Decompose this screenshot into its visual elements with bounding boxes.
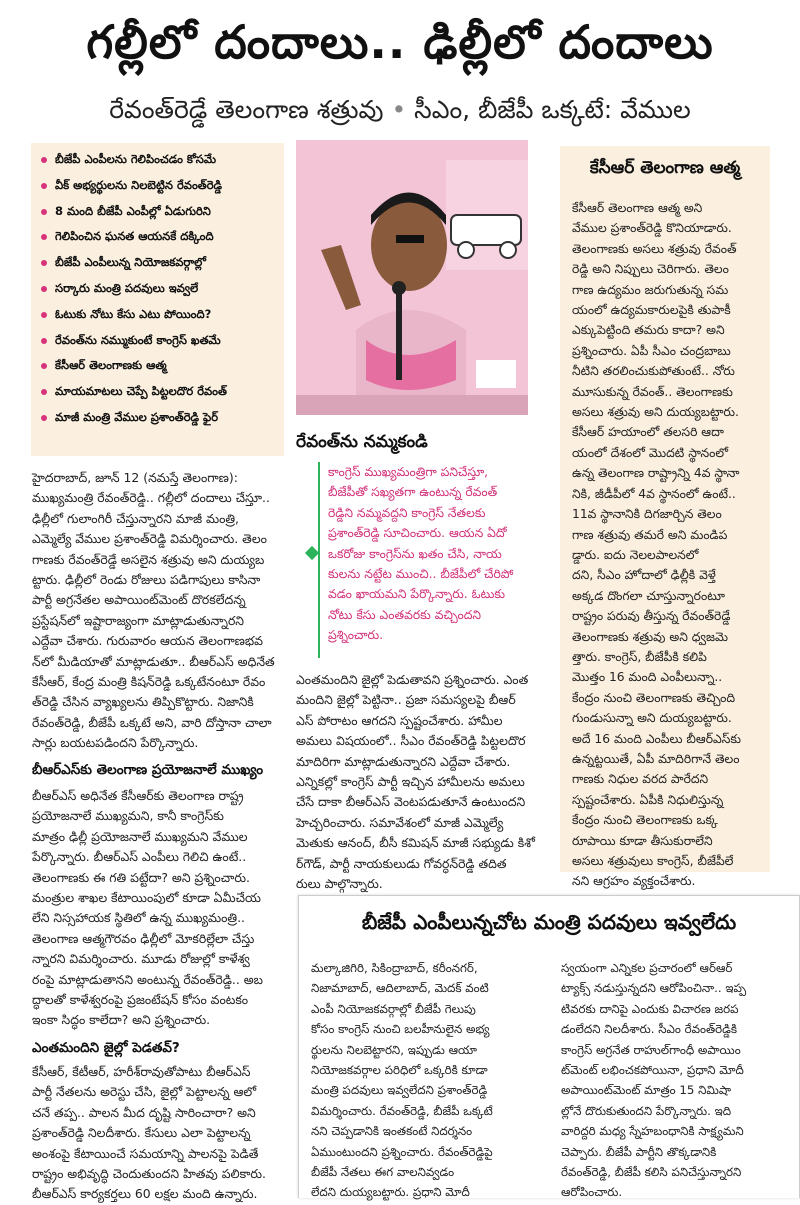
article-paragraph-middle: ఎంతమందిని జైల్లో పెడుతావని ప్రశ్నించారు. ఎంత మందిని జైల్లో పెట్టినా.. ప్రజా సమస్యలపై బీఆర్ ఎస్ పోరాటం ఆగదని స్పష్టంచేశారు. హామీల అమలు విషయంలో.. సీఎం రేవంత్‌రెడ్డి పిట్టలదొర మాదిరిగా మాట్లాడుతున్నారని ఎద్దేవా చేశారు. ఎన్నికల్లో కాంగ్రెస్ పార్టీ ఇచ్చిన హామీలను అమలు చేసే దాకా బీఆర్‌ఎస్ వెంటపడుతూనే ఉంటుందని హెచ్చరించారు. సమావేశంలో మాజీ ఎమ్మెల్యే మెతుకు ఆనంద్, బీసీ కమిషన్ మాజీ సభ్యుడు కిశో ర్‌గౌడ్, పార్టీ నాయకులుడు గోవర్ధన్‌రెడ్డి తదిత రులు పాల్గొన్నారు.: [296, 672, 535, 892]
headline: గల్లీలో దందాలు.. ఢిల్లీలో దందాలు: [86, 15, 714, 69]
highlight-item: ఓటుకు నోటు కేసు ఎటు పోయింది?: [39, 302, 280, 328]
bottom-story-title: బీజేపీ ఎంపీలున్నచోట మంత్రి పదవులు ఇవ్వలేదు: [361, 910, 737, 934]
bottom-story-col2: స్వయంగా ఎన్నికల ప్రచారంలో ఆర్‌ఆర్ ట్యాక్స్ నడుస్తున్నదని ఆరోపించినా.. ఇప్ప టివరకు దానిపై ఎందుకు విచారణ జరప డంలేదని నిలదీశారు. సీఎం రేవంత్‌రెడ్డికి కాంగ్రెస్ అగ్రనేత రాహుల్‌గాంధీ అపాయిం ట్‌మెంట్ లభించకపోయినా, ప్రధాని మోదీ అపాయింట్‌మెంట్ మాత్రం 15 నిమిషా ల్లోనే దొరుకుతుందని పేర్కొన్నారు. ఇది వారిద్దరి మధ్య స్నేహబంధానికి సాక్ష్యమని చెప్పారు. బీజేపీ పార్టీని తొక్కడానికి రేవంత్‌రెడ్డి, బీజేపీ కలిసి పనిచేస్తున్నారని ఆరోపించారు.: [561, 961, 747, 1200]
article-paragraph: బీఆర్‌ఎస్ అధినేత కేసీఆర్‌కు తెలంగాణ రాష్ట్ర ప్రయోజనాలే ముఖ్యమని, కానీ కాంగ్రెస్‌కు మాత్రం ఢిల్లీ ప్రయోజనాలే ముఖ్యమని వేముల పేర్కొన్నారు. బీఆర్‌ఎస్ ఎంపీలు గెలిచి ఉంటే.. తెలంగాణకు ఈ గతి పట్టేదా? అని ప్రశ్నించారు. మంత్రుల శాఖల కేటాయింపులో కూడా ఏమీచేయ లేని నిస్సహాయక స్థితిలో ఉన్న ముఖ్యమంత్రి.. తెలంగాణ ఆత్మగౌరవం ఢిల్లీలో మోకరిల్లేలా చేస్తు న్నారని విమర్శించారు. మూడు రోజుల్లో కాళేశ్వ రంపై మాట్లాడుతానని అంటున్న రేవంత్‌రెడ్డి.. అబ ద్ధాలతో కాళేశ్వరంపై ప్రజంటేషన్ కోసం వంటకం ఇంకా సిద్ధం కాలేదా? అని ప్రశ్నించారు.: [32, 788, 263, 1028]
highlight-item: బీజేపీ ఎంపీలను గెలిపించడం కోసమే: [39, 147, 280, 173]
kcr-sidebar-box: [560, 146, 770, 889]
diamond-icon: [305, 546, 319, 560]
kcr-box-title: కేసీఆర్ తెలంగాణ ఆత్మ: [589, 158, 741, 178]
pull-quote-text: కాంగ్రెస్ ముఖ్యమంత్రిగా పనిచేస్తూ, బీజేపీతో సఖ్యతగా ఉంటున్న రేవంత్‌ రెడ్డిని నమ్మవద్దని కాంగ్రెస్ నేతలకు ప్రశాంత్‌రెడ్డి సూచించారు. ఆయన ఏదో ఒకరోజు కాంగ్రెస్‌ను ఖతం చేసి, నాయ కులను నట్టేట ముంచి.. బీజేపీలో చేరిపో వడం ఖాయమని పేర్కొన్నారు. ఓటుకు నోటు కేసు ఎంతవరకు వచ్చిందని ప్రశ్నించారు.: [328, 465, 514, 643]
subheadline-left: రేవంత్‌రెడ్డే తెలంగాణ శత్రువు: [109, 95, 384, 124]
speaker-photo-illustration: [296, 140, 528, 415]
subheadline-right: సీఎం, బీజేపీ ఒక్కటే: వేముల: [414, 95, 691, 124]
highlight-item: సర్కారు మంత్రి పదవులు ఇవ్వలే: [39, 276, 280, 302]
kcr-box-text: కేసీఆర్ తెలంగాణ ఆత్మ అని వేముల ప్రశాంత్‌రెడ్డి కొనియాడారు. తెలంగాణకు అసలు శత్రువు రేవంత్ రెడ్డి అని నిప్పులు చెరిగారు. తెలం గాణ ఉద్యమం జరుగుతున్న సమ యంలో ఉద్యమకారులపైకి తుపాకీ ఎక్కుపెట్టింది తమరు కాదా? అని ప్రశ్నించారు. ఏపీ సీఎం చంద్రబాబు నీటిని తరలించుకుపోతుంటే.. నోరు మూసుకున్న రేవంత్.. తెలంగాణకు అసలు శత్రువు అని దుయ్యబట్టారు. కేసీఆర్ హయాంలో తలసరి ఆదా యంలో దేశంలో మొదటి స్థానంలో ఉన్న తెలంగాణ రాష్ట్రాన్ని 4వ స్థానా నికి, జీడీపీలో 4వ స్థానంలో ఉంటే.. 11వ స్థానానికి దిగజార్చిన తెలం గాణ శత్రువు తమరే అని మండిప డ్డారు. ఐదు నెలలపాలనలో దని, సీఎం హోదాలో ఢిల్లీకి వెళ్తే అక్కడ దొంగలా చూస్తున్నారంటూ రాష్ట్రం పరువు తీస్తున్న రేవంత్‌రెడ్డే తెలంగాణకు శత్రువు అని ధ్వజమె త్తారు. కాంగ్రెస్, బీజేపీకి కలిపి మొత్తం 16 మంది ఎంపీలున్నా.. కేంద్రం నుంచి తెలంగాణకు తెచ్చింది గుండుసున్నా అని దుయ్యబట్టారు. అదే 16 మంది ఎంపీలు బీఆర్‌ఎస్‌కు ఉన్నట్టయితే, ఏపీ మాదిరిగానే తెలం గాణకు నిధుల వరద పారేదని స్పష్టంచేశారు. ఏపీకి నిధులిస్తున్న కేంద్రం నుంచి తెలంగాణకు ఒక్క రూపాయి కూడా తీసుకురాలేని అసలు శత్రువులు కాంగ్రెస్, బీజేపీలే నని ఆగ్రహం వ్యక్తంచేశారు.: [572, 201, 742, 889]
bottom-story-col1: మల్కాజిగిరి, సికింద్రాబాద్, కరీంనగర్, నిజామాబాద్, ఆదిలాబాద్, మెదక్ వంటి ఎంపీ నియోజకవర్గాల్లో బీజేపీ గెలుపు కోసం కాంగ్రెస్ నుంచి బలహీనులైన అభ్య ర్థులను నిలబెట్టారని, ఇప్పుడు ఆయా నియోజకవర్గాల పరిధిలో ఒక్కరికి కూడా మంత్రి పదవులు ఇవ్వలేదని ప్రశాంత్‌రెడ్డి విమర్శించారు. రేవంత్‌రెడ్డి, బీజేపీ ఒక్కటే నని చెప్పడానికి ఇంతకంటే నిదర్శనం ఏముంటుందని ప్రశ్నించారు. రేవంత్‌రెడ్డిపై బీజేపీ నేతలు ఈగ వాలనివ్వడం లేదని దుయ్యబట్టారు. ప్రధాని మోదీ: [311, 961, 493, 1200]
highlight-item: బీజేపీ ఎంపీలున్న నియోజకవర్గాల్లో: [39, 250, 280, 276]
highlight-item: మాయమాటలు చెప్పే పిట్టలదొర రేవంత్: [39, 379, 280, 405]
article-paragraph: కేసీఆర్, కేటీఆర్, హరీశ్‌రావుతోపాటు బీఆర్‌ఎస్ పార్టీ నేతలను అరెస్టు చేసి, జైల్లో పెట్టాలన్న ఆలో చనే తప్ప.. పాలన మీద దృష్టి సారించారా? అని ప్రశాంత్‌రెడ్డి నిలదీశారు. కేసులు ఎలా పెట్టాలన్న అంశంపై కేటాయించే సమయాన్ని పాలనపై పెడితే రాష్ట్రం అభివృద్ధి చెందుతుందని హితవు పలికారు. బీఆర్‌ఎస్ కార్యకర్తలు 60 లక్షల మంది ఉన్నారు.: [32, 1064, 266, 1202]
speaker-photo: [296, 140, 528, 415]
highlight-item: మాజీ మంత్రి వేముల ప్రశాంత్‌రెడ్డి ఫైర్: [39, 405, 280, 431]
bottom-story-box: [298, 895, 800, 1198]
highlight-item: 8 మంది బీజేపీ ఎంపీల్లో ఏడుగురిని: [39, 199, 280, 225]
bullet-dot: •: [391, 95, 407, 124]
highlight-item: గెలిపించిన ఘనత ఆయనకే దక్కింది: [39, 224, 280, 250]
photo-caption: రేవంత్‌ను నమ్మకండి: [296, 432, 428, 452]
pull-quote: [318, 462, 534, 658]
section-heading: ఎంతమందిని జైల్లో పెడతవ్?: [32, 1040, 180, 1056]
article-paragraph: హైదరాబాద్, జూన్ 12 (నమస్తే తెలంగాణ): ముఖ్యమంత్రి రేవంత్‌రెడ్డి.. గల్లీలో దందాలు చేస్తూ.. ఢిల్లీలో గులాంగిరీ చేస్తున్నారని మాజీ మంత్రి, ఎమ్మెల్యే వేముల ప్రశాంత్‌రెడ్డి విమర్శించారు. తెలం గాణకు రేవంత్‌రెడ్డే అసలైన శత్రువు అని దుయ్యబ ట్టారు. ఢిల్లీలో రెండు రోజులు పడిగాపులు కాసినా పార్టీ అగ్రనేతల అపాయింట్‌మెంట్ దొరకలేదన్న ప్రస్టేషన్‌లో ఇష్టారాజ్యంగా మాట్లాడుతున్నారని ఎద్దేవా చేశారు. గురువారం ఆయన తెలంగాణభవ న్‌లో మీడియాతో మాట్లాడుతూ.. బీఆర్‌ఎస్ అధినేత కేసీఆర్, కేంద్ర మంత్రి కిషన్‌రెడ్డి ఒక్కటేనంటూ రేవం త్‌రెడ్డి చేసిన వ్యాఖ్యలను తిప్పికొట్టారు. నిజానికి రేవంత్‌రెడ్డి, బీజేపీ ఒక్కటే అని, వారి దోస్తానా చాలా సార్లు బయటపడిందని పేర్కొన్నారు.: [32, 470, 275, 751]
section-heading: బీఆర్‌ఎస్‌కు తెలంగాణ ప్రయోజనాలే ముఖ్యం: [32, 762, 264, 778]
subheadline: [0, 90, 800, 130]
highlight-item: కేసీఆర్ తెలంగాణకు ఆత్మ: [39, 353, 280, 379]
highlight-item: రేవంత్‌ను నమ్ముకుంటే కాంగ్రెస్ ఖతమే: [39, 328, 280, 354]
highlight-item: వీక్ అభ్యర్థులను నిలబెట్టిన రేవంత్‌రెడ్డి: [39, 173, 280, 199]
highlights-box: [31, 143, 284, 456]
